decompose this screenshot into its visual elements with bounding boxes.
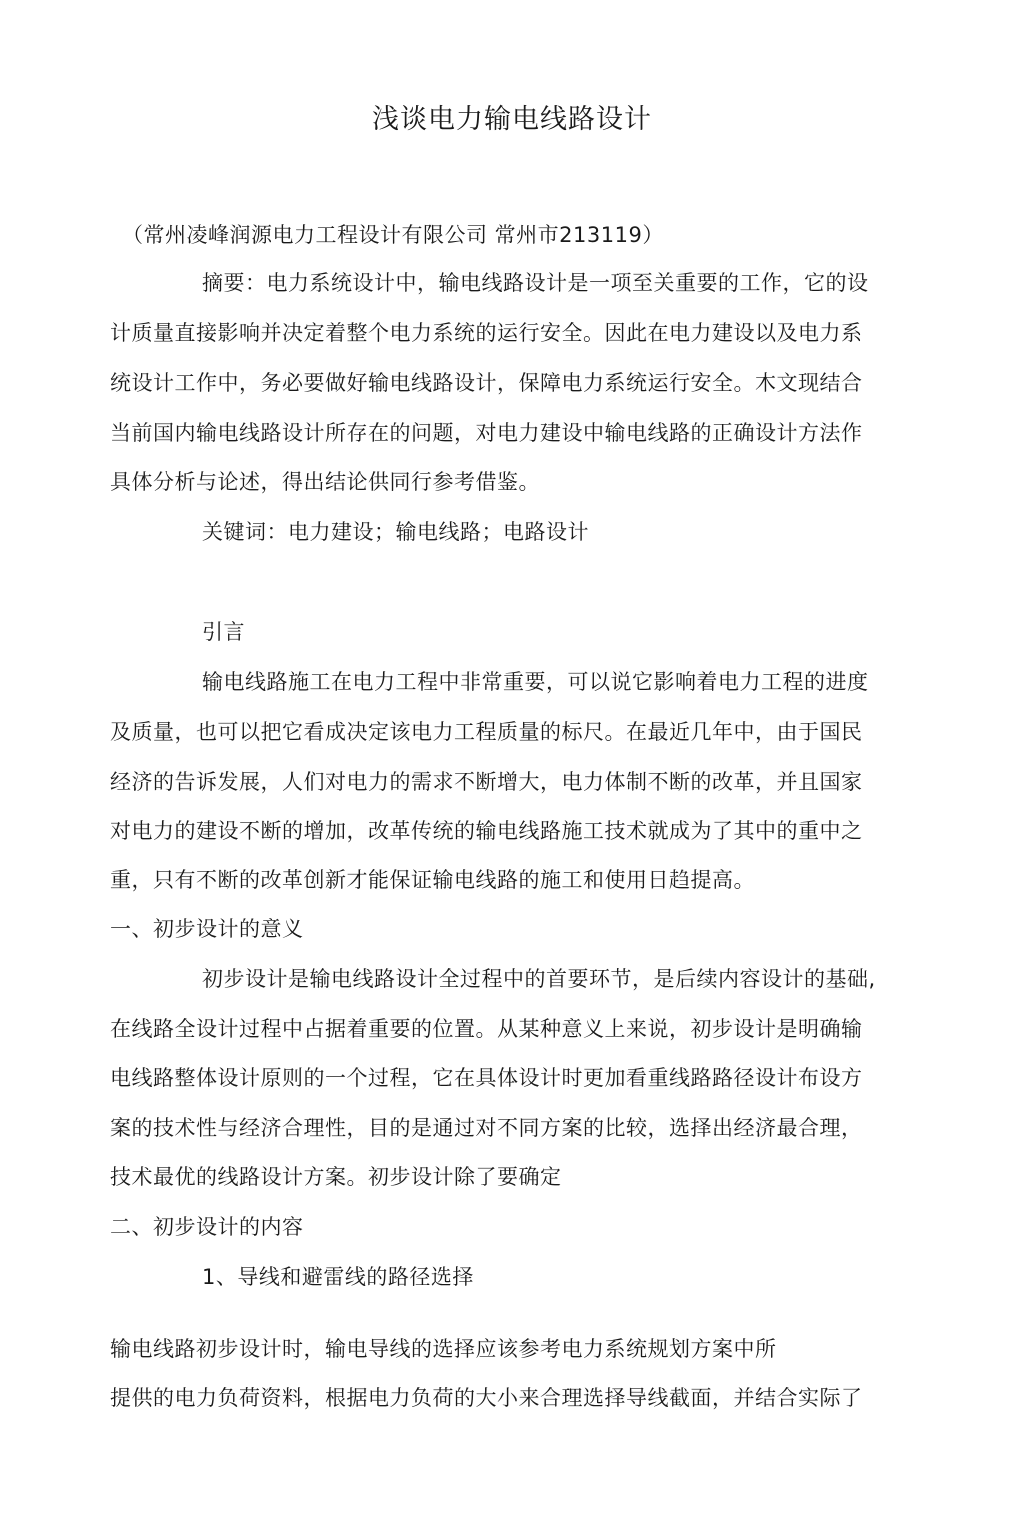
abstract-line: 统设计工作中，务必要做好输电线路设计，保障电力系统运行安全。木文现结合: [110, 371, 863, 395]
section-heading-2: 二、初步设计的内容: [110, 1215, 304, 1239]
intro-heading: 引言: [202, 620, 245, 644]
section-1-line: 在线路全设计过程中占据着重要的位置。从某种意义上来说，初步设计是明确输: [110, 1017, 863, 1041]
section-heading-1: 一、初步设计的意义: [110, 917, 304, 941]
abstract-line: 摘要：电力系统设计中，输电线路设计是一项至关重要的工作，它的设: [202, 271, 869, 295]
intro-line: 输电线路施工在电力工程中非常重要，可以说它影响着电力工程的进度: [202, 670, 869, 694]
page-title: 浅谈电力输电线路设计: [372, 104, 652, 135]
intro-line: 重，只有不断的改革创新才能保证输电线路的施工和使用日趋提高。: [110, 868, 755, 892]
subsection-1-line: 输电线路初步设计时，输电导线的选择应该参考电力系统规划方案中所: [110, 1337, 777, 1361]
section-1-line: 电线路整体设计原则的一个过程，它在具体设计时更加看重线路路径设计布设方: [110, 1066, 863, 1090]
affiliation: （常州凌峰润源电力工程设计有限公司 常州市213119）: [122, 223, 664, 247]
section-1-line: 案的技术性与经济合理性，目的是通过对不同方案的比较，选择出经济最合理，: [110, 1116, 863, 1140]
section-1-line: 初步设计是输电线路设计全过程中的首要环节，是后续内容设计的基础,: [202, 967, 876, 991]
intro-line: 经济的告诉发展，人们对电力的需求不断增大，电力体制不断的改革，并且国家: [110, 770, 863, 794]
keywords: 关键词：电力建设；输电线路；电路设计: [202, 520, 589, 544]
section-1-line: 技术最优的线路设计方案。初步设计除了要确定: [110, 1165, 562, 1189]
intro-line: 及质量，也可以把它看成决定该电力工程质量的标尺。在最近几年中，由于国民: [110, 720, 863, 744]
subsection-1-line: 提供的电力负荷资料，根据电力负荷的大小来合理选择导线截面，并结合实际了: [110, 1386, 863, 1410]
intro-line: 对电力的建设不断的增加，改革传统的输电线路施工技术就成为了其中的重中之: [110, 819, 863, 843]
abstract-line: 当前国内输电线路设计所存在的问题，对电力建设中输电线路的正确设计方法作: [110, 421, 863, 445]
abstract-line: 具体分析与论述，得出结论供同行参考借鉴。: [110, 470, 540, 494]
abstract-line: 计质量直接影响并决定着整个电力系统的运行安全。因此在电力建设以及电力系: [110, 321, 863, 345]
subsection-heading-1: 1、导线和避雷线的路径选择: [202, 1265, 474, 1289]
